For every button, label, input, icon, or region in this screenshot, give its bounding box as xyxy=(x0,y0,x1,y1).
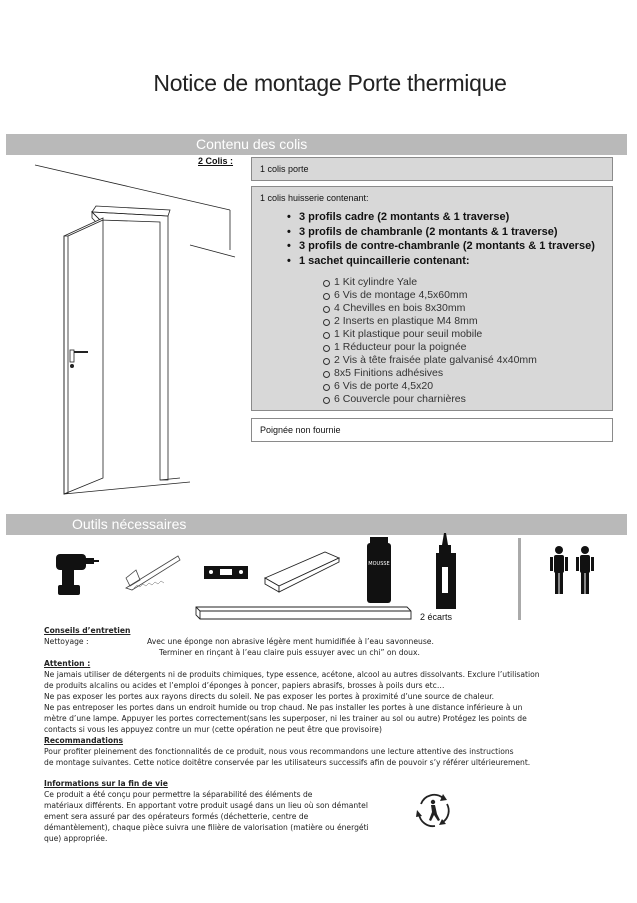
list-item: 1 Kit plastique pour seuil mobile xyxy=(322,328,537,341)
sealant-cartridge-icon xyxy=(430,533,466,611)
section-band-contenu xyxy=(6,134,627,155)
attention-line: contacts si vous les appuyez contre un mur (cette opération ne peut être que provisoire) xyxy=(44,725,382,734)
attention-heading: Attention : xyxy=(44,659,91,668)
board-icon xyxy=(195,605,413,621)
fin-de-vie-line: ement sera assuré par des opérateurs formés (déchetterie, centre de xyxy=(44,812,309,821)
foam-can-label: MOUSSE xyxy=(368,561,390,567)
attention-line: Ne pas entreposer les portes dans un endroit humide ou trop chaud. Ne pas installer les portes à une distance inférieure à un xyxy=(44,703,523,712)
drill-icon xyxy=(52,548,100,598)
box-colis-porte xyxy=(251,157,613,181)
quincaillerie-list xyxy=(322,276,537,406)
nettoyage-line-2: Terminer en rinçant à l’eau claire puis essuyer avec un chi” on doux. xyxy=(159,648,420,657)
list-item: • 3 profils de contre-chambranle (2 montants & 1 traverse) xyxy=(287,240,595,255)
colis-label: 2 Colis : xyxy=(198,156,234,166)
box-colis-porte-text: 1 colis porte xyxy=(260,164,309,174)
page-title: Notice de montage Porte thermique xyxy=(153,70,507,96)
list-item: 8x5 Finitions adhésives xyxy=(322,367,537,380)
section-heading: Contenu des colis xyxy=(196,136,308,152)
nettoyage-label: Nettoyage : xyxy=(44,637,89,646)
list-item: • 3 profils cadre (2 montants & 1 traverse) xyxy=(287,211,595,226)
conseils-heading: Conseils d’entretien xyxy=(44,626,131,635)
list-item: 1 Réducteur pour la poignée xyxy=(322,341,537,354)
list-item: 2 Inserts en plastique M4 8mm xyxy=(322,315,537,328)
section-band-outils xyxy=(6,514,627,535)
list-item: 1 Kit cylindre Yale xyxy=(322,276,537,289)
wedge-icon xyxy=(263,548,343,594)
fin-de-vie-heading: Informations sur la fin de vie xyxy=(44,779,168,788)
fin-de-vie-line: démantèlement), chaque pièce suivra une filière de valorisation (matière ou énergéti xyxy=(44,823,369,832)
box-huisserie-title: 1 colis huisserie contenant: xyxy=(260,193,369,203)
attention-line: de produits alcalins ou acides et l’emploi d’éponges à poncer, papiers abrasifs, brosses à poils durs etc… xyxy=(44,681,445,690)
nettoyage-line-1: Avec une éponge non abrasive légère ment humidifiée à l’eau savonneuse. xyxy=(147,637,434,646)
box-poignee-text: Poignée non fournie xyxy=(260,425,341,435)
attention-line: Ne pas exposer les portes aux rayons directs du soleil. Ne pas exposer les portes à proximité d’une source de chaleur. xyxy=(44,692,495,701)
box-poignee xyxy=(251,418,613,442)
saw-icon xyxy=(122,550,182,592)
fin-de-vie-line: matériaux différents. En apportant votre produit usagé dans un lieu où son démantel xyxy=(44,801,368,810)
attention-line: Ne jamais utiliser de détergents ni de produits chimiques, type essence, acétone, alcool au autres dissolvants. Exclure l’utilisation xyxy=(44,670,540,679)
section-heading: Outils nécessaires xyxy=(72,516,187,532)
list-item: 6 Vis de montage 4,5x60mm xyxy=(322,289,537,302)
fin-de-vie-line: que) appropriée. xyxy=(44,834,108,843)
two-people-icon xyxy=(547,545,597,597)
attention-line: mètre d’une lampe. Appuyer les portes correctement(sans les superposer, ni les trainer au sol ou autre) Protégez les points de xyxy=(44,714,527,723)
huisserie-list xyxy=(287,211,595,269)
divider xyxy=(518,538,521,620)
ecarts-label: 2 écarts xyxy=(420,612,453,622)
box-colis-huisserie xyxy=(251,186,613,411)
fin-de-vie-line: Ce produit a été conçu pour permettre la séparabilité des éléments de xyxy=(44,790,313,799)
list-item: • 3 profils de chambranle (2 montants & 1 traverse) xyxy=(287,226,595,241)
list-item: • 1 sachet quincaillerie contenant: xyxy=(287,255,595,270)
list-item: 2 Vis à tête fraisée plate galvanisé 4x40mm xyxy=(322,354,537,367)
recommandations-heading: Recommandations xyxy=(44,736,124,745)
list-item: 6 Couvercle pour charnières xyxy=(322,393,537,406)
door-illustration xyxy=(30,160,245,500)
recommandations-line: de montage suivantes. Cette notice doitêtre conservée par les utilisateurs successifs afin de pouvoir s’y référer ultérieurement. xyxy=(44,758,531,767)
recommandations-line: Pour profiter pleinement des fonctionnalités de ce produit, nous vous recommandons une lecture attentive des instructions xyxy=(44,747,514,756)
level-icon xyxy=(203,565,249,581)
foam-can-icon xyxy=(365,535,393,605)
list-item: 4 Chevilles en bois 8x30mm xyxy=(322,302,537,315)
list-item: 6 Vis de porte 4,5x20 xyxy=(322,380,537,393)
recycling-logo-icon xyxy=(413,790,453,830)
